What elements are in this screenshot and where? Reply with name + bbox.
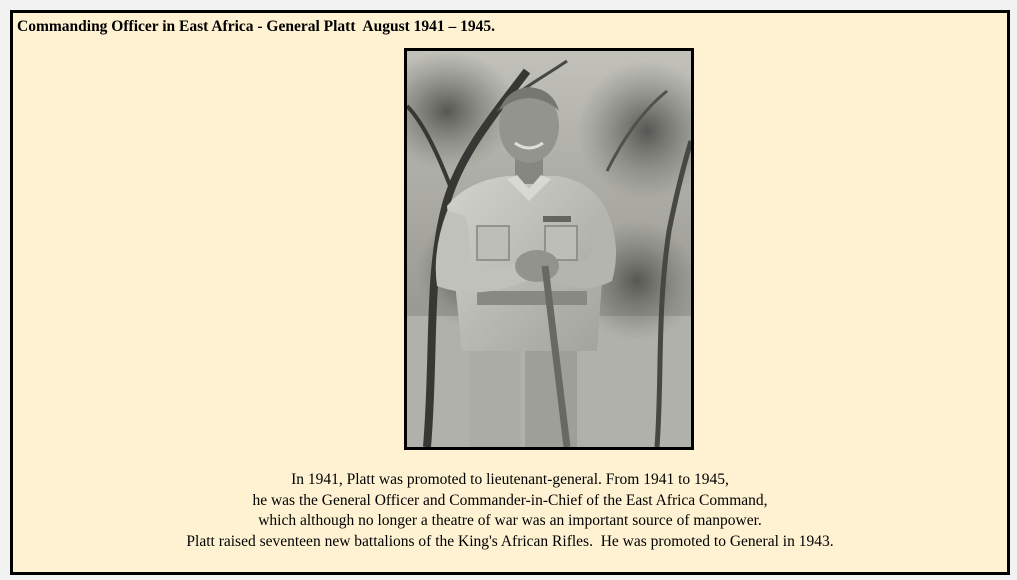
caption-line: Platt raised seventeen new battalions of the King's African Rifles. He was promoted to General in 1943. — [186, 532, 834, 550]
caption-line: In 1941, Platt was promoted to lieutenant-general. From 1941 to 1945, — [291, 471, 729, 488]
page-title: Commanding Officer in East Africa - General Platt August 1941 – 1945. — [17, 18, 496, 35]
caption-line: which although no longer a theatre of war was an important source of manpower. — [258, 512, 762, 529]
portrait-image — [407, 51, 691, 447]
portrait-photo — [404, 48, 694, 450]
caption-line: he was the General Officer and Commander-in-Chief of the East Africa Command, — [252, 491, 768, 509]
content-panel — [10, 10, 1010, 575]
photo-caption — [13, 470, 1007, 552]
